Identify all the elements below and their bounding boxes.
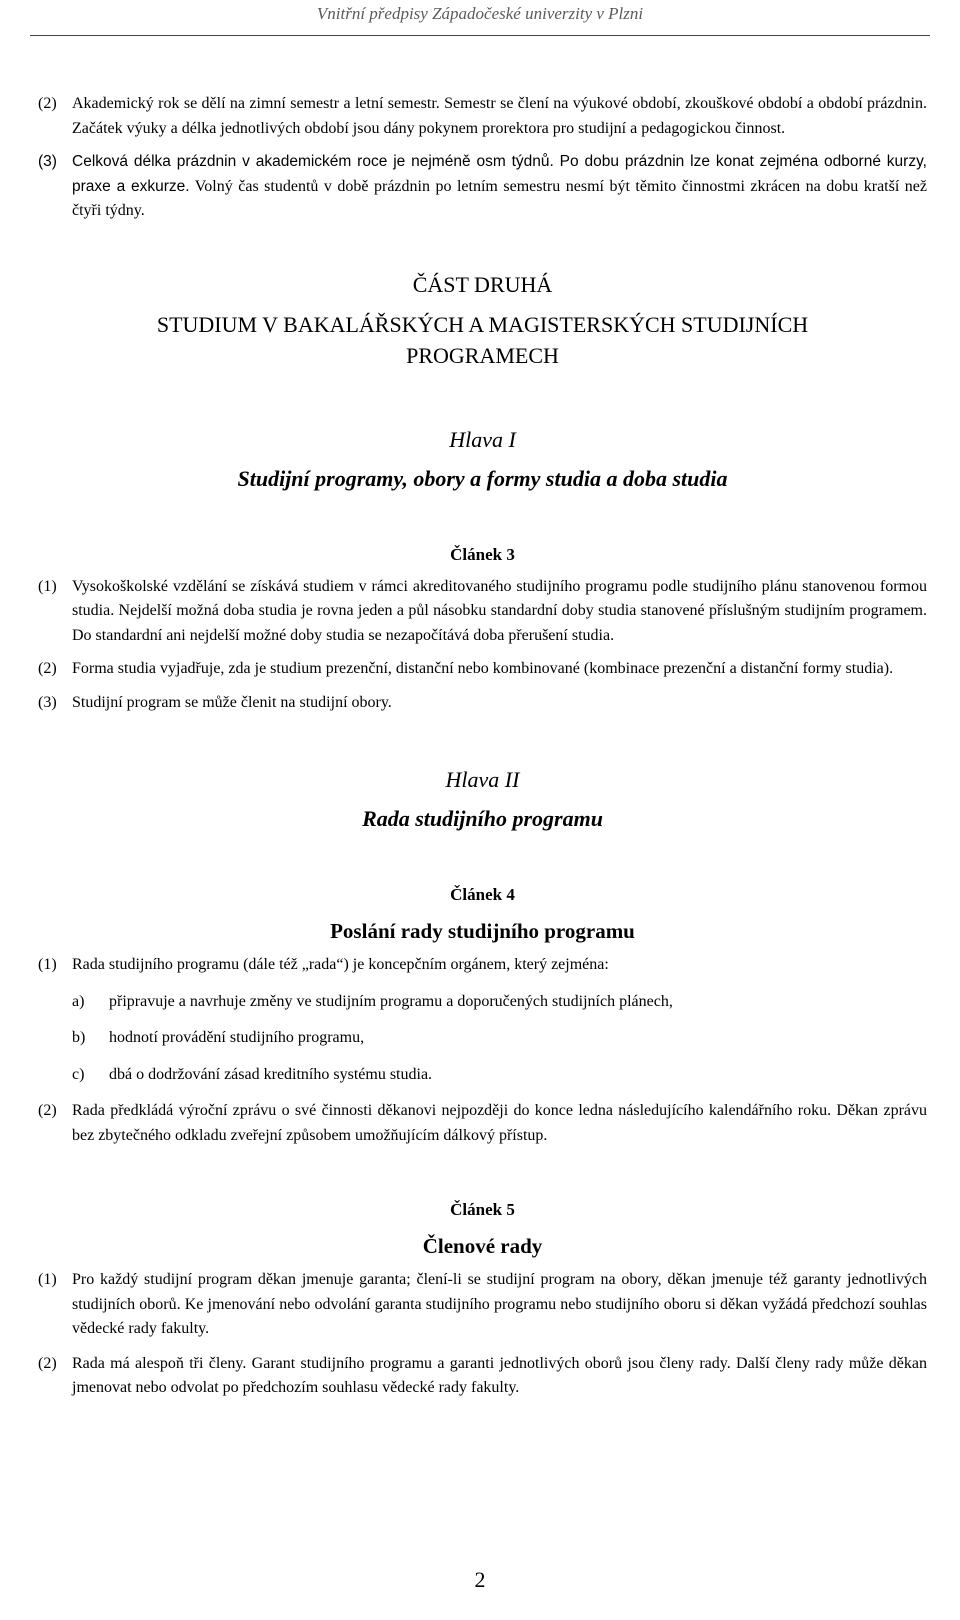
article-5-title: Členové rady	[422, 1234, 543, 1258]
paragraph-text: Pro každý studijní program děkan jmenuje garanta; člení-li se studijní program na obory, děkan jmenuje též garanty jednotlivých studijních oborů. Ke jmenování nebo odvolání garanta studijního programu nebo studijního oboru si děkan vyžádá předchozí souhlas vědecké rady fakulty.	[72, 1271, 927, 1337]
list-item	[72, 990, 927, 1015]
paragraph-text: Studijní program se může členit na studijní obory.	[72, 693, 392, 711]
article-5-label: Článek 5	[450, 1200, 515, 1219]
paragraph-text: Rada studijního programu (dále též „rada“) je koncepčním orgánem, který zejména:	[72, 956, 609, 973]
list-item-label: c)	[72, 1065, 85, 1083]
hlava-1-label: Hlava I	[449, 426, 516, 452]
paragraph-number: (2)	[38, 1102, 57, 1119]
list-item	[72, 1063, 927, 1088]
paragraph-text: Vysokoškolské vzdělání se získává studiem v rámci akreditovaného studijního programu podle studijního plánu stanovenou formou studia. Nejdelší možná doba studia je rovna jeden a půl násobku standardní doby studia stanovené příslušným studijním programem. Do standardní ani nejdelší možné doby studia se nezapočítává doba přerušení studia.	[72, 577, 927, 644]
paragraph-number: (1)	[38, 1271, 57, 1288]
list-item-text: dbá o dodržování zásad kreditního systému studia.	[109, 1065, 433, 1083]
hlava-2-title: Rada studijního programu	[362, 806, 603, 831]
paragraph-text: Akademický rok se dělí na zimní semestr a letní semestr. Semestr se člení na výukové období, zkouškové období a období prázdnin. Začátek výuky a délka jednotlivých období jsou dány pokynem prorektora pro studijní a pedagogickou činnost.	[72, 95, 927, 137]
list-item-label: b)	[72, 1029, 86, 1046]
paragraph-3-holidays	[38, 150, 927, 224]
list-item-text: hodnotí provádění studijního programu,	[109, 1029, 365, 1046]
article-3-paragraph-1	[38, 575, 927, 649]
article-4-paragraph-1	[38, 953, 927, 978]
article-5-paragraph-1	[38, 1268, 927, 1342]
paragraph-text: Forma studia vyjadřuje, zda je studium prezenční, distanční nebo kombinované (kombinace prezenční a distanční formy studia).	[72, 660, 894, 677]
paragraph-number: (3)	[38, 693, 57, 711]
part-label: ČÁST DRUHÁ	[412, 271, 553, 297]
document-header: Vnitřní předpisy Západočeské univerzity v Plzni	[316, 4, 644, 23]
document-body	[38, 92, 927, 1401]
article-4-title: Poslání rady studijního programu	[330, 919, 635, 943]
paragraph-text: Rada má alespoň tři členy. Garant studijního programu a garanti jednotlivých oborů jsou členy rady. Další členy rady může děkan jmenovat nebo odvolat po předchozím souhlasu vědecké rady fakulty.	[72, 1354, 927, 1396]
page-number: 2	[474, 1567, 486, 1592]
header-divider	[30, 35, 930, 36]
list-item-text: připravuje a navrhuje změny ve studijním programu a doporučených studijních plánech,	[109, 992, 673, 1010]
article-3-paragraph-3	[38, 691, 927, 716]
paragraph-number: (1)	[38, 956, 57, 973]
paragraph-number: (2)	[38, 1354, 57, 1372]
article-4-label: Článek 4	[450, 885, 515, 904]
paragraph-number: (2)	[38, 660, 57, 677]
list-item-label: a)	[72, 992, 85, 1010]
article-3-paragraph-2	[38, 657, 927, 682]
paragraph-text: Rada předkládá výroční zprávu o své činnosti děkanovi nejpozději do konce ledna následujícího kalendářního roku. Děkan zprávu bez zbytečného odkladu zveřejní způsobem umožňujícím dálkový přístup.	[72, 1102, 927, 1144]
list-item	[72, 1026, 927, 1051]
paragraph-2-semesters	[38, 92, 927, 141]
paragraph-text-sans: Celková délka prázdnin v akademickém roce je nejméně osm týdnů. Po dobu prázdnin lze konat zejména odborné kurzy, praxe a exkurze.	[72, 153, 927, 195]
hlava-1-title: Studijní programy, obory a formy studia a doba studia	[237, 465, 728, 491]
article-5-paragraph-2	[38, 1352, 927, 1401]
paragraph-number: (2)	[38, 95, 57, 112]
paragraph-text-serif: Volný čas studentů v době prázdnin po letním semestru nesmí být těmito činnostmi zkrácen na dobu kratší než čtyři týdny.	[72, 177, 927, 219]
article-3-label: Článek 3	[450, 544, 515, 564]
paragraph-number: (3)	[38, 153, 57, 170]
hlava-2-label: Hlava II	[445, 767, 520, 792]
part-title: STUDIUM V BAKALÁŘSKÝCH A MAGISTERSKÝCH STUDIJNÍCH PROGRAMECH	[156, 311, 809, 368]
paragraph-number: (1)	[38, 577, 57, 595]
article-4-paragraph-2	[38, 1099, 927, 1148]
